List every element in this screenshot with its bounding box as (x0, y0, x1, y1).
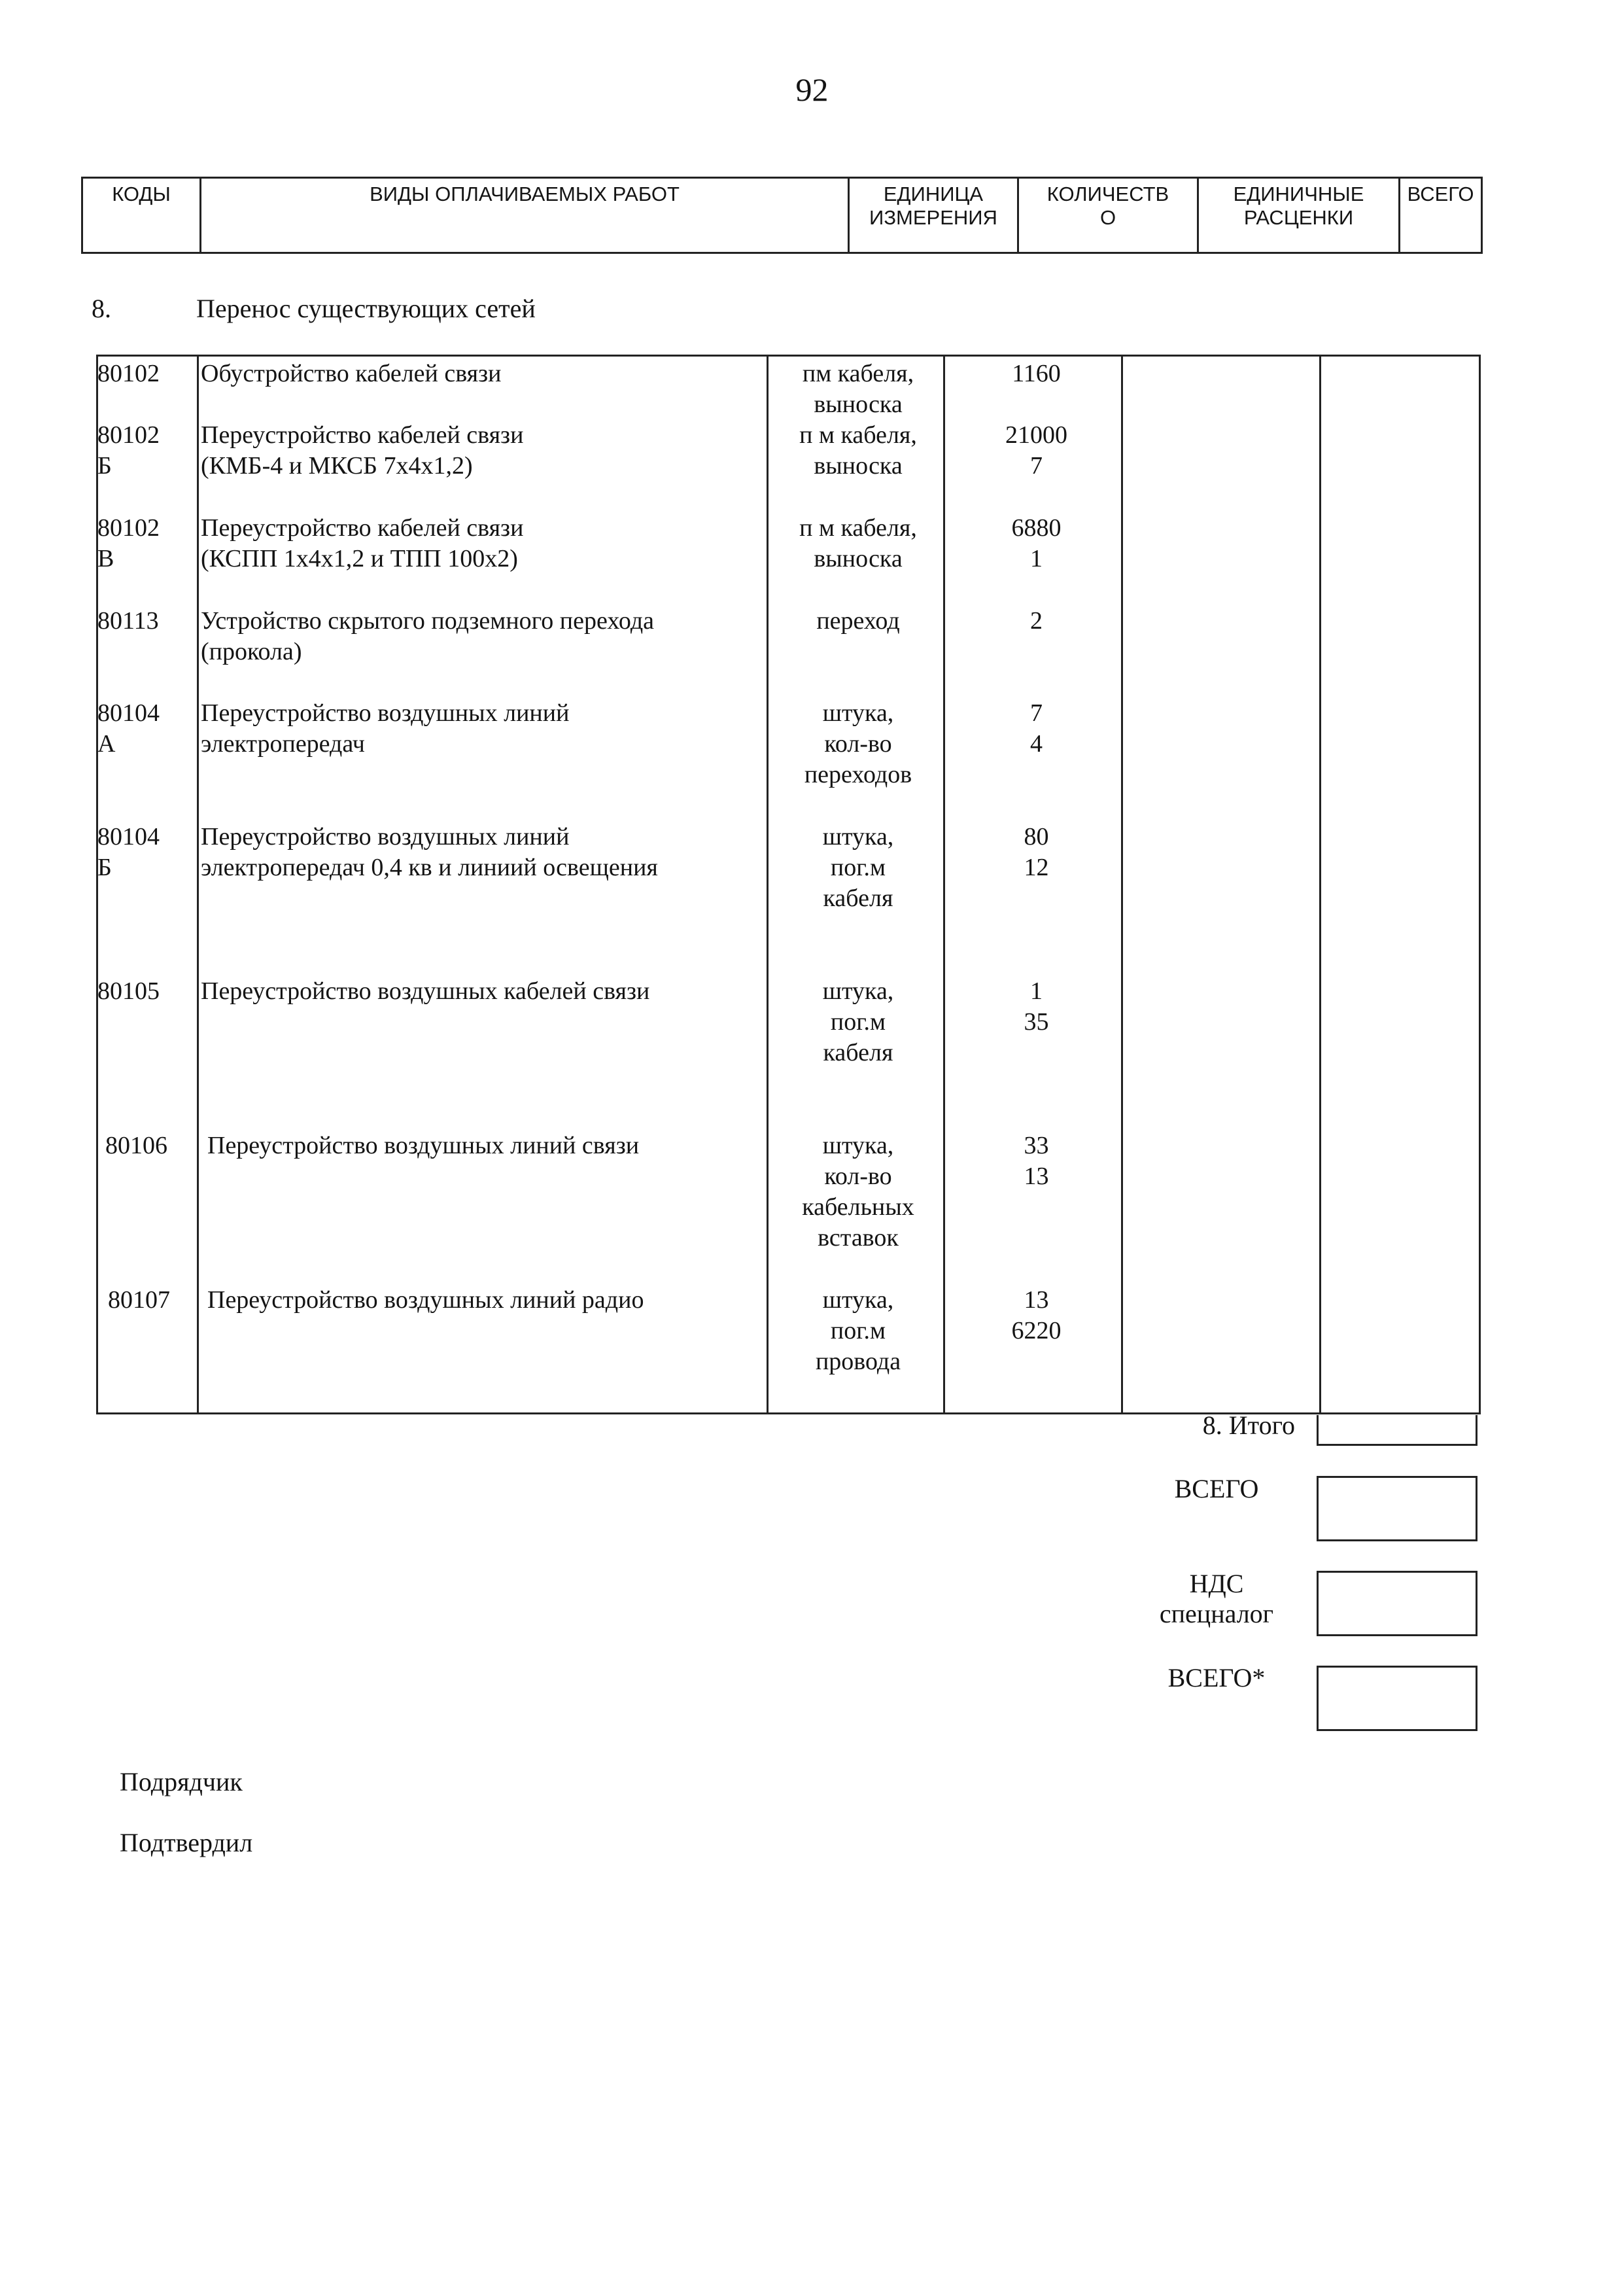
row-unit: пм кабеля, выноска (802, 360, 914, 418)
vat-box (1317, 1571, 1477, 1636)
row-code: 80104 А (97, 699, 160, 758)
row-code: 80113 (97, 607, 159, 635)
row-code: 80105 (97, 977, 160, 1005)
grand-total-label: ВСЕГО* (1167, 1663, 1266, 1692)
row-code: 80102 (97, 360, 160, 387)
row-unit: штука, кол-во кабельных вставок (802, 1132, 914, 1252)
total-box (1317, 1476, 1477, 1541)
subtotal-box (1317, 1415, 1477, 1446)
row-code: 80106 (105, 1132, 167, 1159)
confirmed-label: Подтвердил (120, 1828, 253, 1857)
row-unit: п м кабеля, выноска (799, 421, 917, 480)
row-unit: штука, пог.м кабеля (822, 977, 894, 1066)
row-quantity: 1160 (1012, 360, 1061, 387)
row-code: 80102 Б (97, 421, 160, 480)
section-title: Перенос существующих сетей (196, 294, 536, 323)
row-work-name: Обустройство кабелей связи (201, 360, 502, 387)
row-work-name: Переустройство воздушных линий радио (207, 1286, 644, 1314)
header-table (81, 177, 1483, 254)
row-work-name: Переустройство кабелей связи (КМБ-4 и МКСБ 7х4х1,2) (201, 421, 524, 480)
row-work-name: Переустройство воздушных линий связи (207, 1132, 640, 1159)
row-code: 80107 (108, 1286, 170, 1314)
row-quantity: 2 (1030, 607, 1043, 635)
subtotal-label: 8. Итого (1202, 1410, 1295, 1440)
row-quantity: 21000 7 (1005, 421, 1067, 480)
page-number: 92 (795, 71, 829, 108)
row-unit: штука, кол-во переходов (804, 699, 912, 788)
contractor-label: Подрядчик (120, 1767, 243, 1796)
row-quantity: 80 12 (1024, 823, 1049, 881)
row-work-name: Переустройство воздушных линий электропередач (201, 699, 570, 758)
row-unit: переход (816, 607, 900, 635)
total-label: ВСЕГО (1174, 1474, 1259, 1503)
header-codes: КОДЫ (112, 183, 171, 205)
row-quantity: 7 4 (1030, 699, 1043, 758)
header-work-types: ВИДЫ ОПЛАЧИВАЕМЫХ РАБОТ (370, 183, 680, 205)
row-code: 80102 В (97, 514, 160, 572)
row-unit: штука, пог.м кабеля (822, 823, 894, 912)
row-quantity: 1 35 (1024, 977, 1049, 1036)
row-quantity: 33 13 (1024, 1132, 1049, 1190)
grand-total-box (1317, 1666, 1477, 1731)
row-code: 80104 Б (97, 823, 160, 881)
header-unit-rates: ЕДИНИЧНЫЕ РАСЦЕНКИ (1233, 183, 1364, 229)
row-work-name: Переустройство воздушных кабелей связи (201, 977, 650, 1005)
row-work-name: Переустройство воздушных линий электропередач 0,4 кв и линиий освещения (201, 823, 658, 881)
row-work-name: Переустройство кабелей связи (КСПП 1х4х1,2 и ТПП 100х2) (201, 514, 524, 572)
row-quantity: 6880 1 (1011, 514, 1062, 572)
header-unit: ЕДИНИЦА ИЗМЕРЕНИЯ (869, 183, 997, 229)
header-total: ВСЕГО (1407, 183, 1474, 205)
works-table (96, 355, 1481, 1416)
section-number: 8. (92, 294, 111, 323)
row-unit: штука, пог.м провода (815, 1286, 901, 1375)
row-quantity: 13 6220 (1011, 1286, 1062, 1344)
row-work-name: Устройство скрытого подземного перехода (прокола) (201, 607, 655, 665)
header-quantity: КОЛИЧЕСТВ О (1046, 183, 1169, 229)
row-unit: п м кабеля, выноска (799, 514, 917, 572)
vat-label: НДС спецналог (1159, 1569, 1274, 1628)
